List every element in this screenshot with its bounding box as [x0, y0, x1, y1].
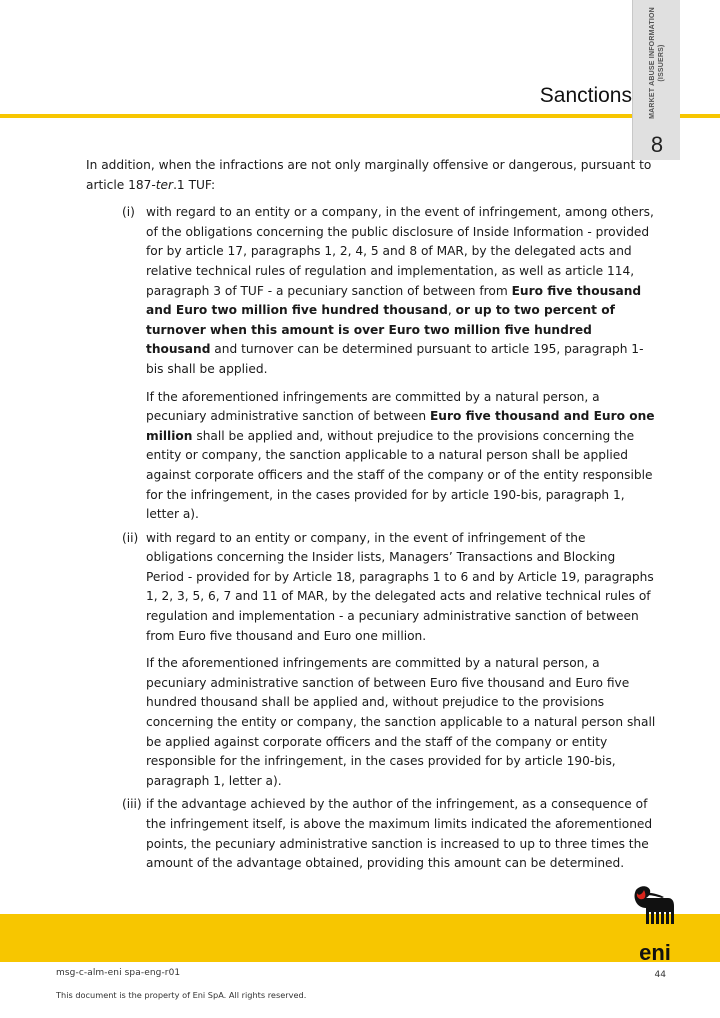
paragraph: if the advantage achieved by the author of the infringement, as a consequence of the infringement itself, is above the maximum limits indicated the aforementioned points, the pecuniary administrative sanction is increased to up to three times the amount of the advantage obtained, providing this amount can be determined.	[146, 797, 653, 871]
page-number: 44	[654, 970, 666, 980]
header-yellow-rule	[0, 114, 720, 118]
paragraph: If the aforementioned infringements are committed by a natural person, a pecuniary administrative sanction of between Euro five thousand and Euro one million shall be applied and, without prejudice to the provisions concerning the entity or company, the sanction applicable to a natural person shall be applied against corporate officers and the staff of the company or of the entity responsible for the infringement, in the cases provided for by article 190-bis, paragraph 1, letter a).	[146, 389, 655, 522]
paragraph: with regard to an entity or a company, in the event of infringement, among others, of the obligations concerning the public disclosure of Inside Information - provided for by article 17, paragraphs 1, 2, 4, 5 and 8 of MAR, by the delegated acts and relative technical rules of regulation and implementation, as well as article 114, paragraph 3 of TUF - a pecuniary sanction of between from Euro five thousand and Euro two million five hundred thousand, or up to two percent of turnover when this amount is over Euro two million five hundred thousand and turnover can be determined pursuant to article 195, paragraph 1-bis shall be applied.	[146, 205, 654, 376]
list-item-iii	[86, 795, 656, 873]
section-title: Sanctions	[539, 84, 632, 107]
list-item-label: (ii)	[122, 530, 139, 545]
list-item-ii	[86, 529, 656, 792]
eni-wordmark: eni	[639, 940, 671, 964]
rights-notice: This document is the property of Eni SpA. All rights reserved.	[56, 990, 307, 1000]
list-item-i	[86, 203, 656, 525]
chapter-number: 8	[650, 132, 664, 157]
document-body	[86, 156, 656, 878]
intro-paragraph: In addition, when the infractions are not only marginally offensive or dangerous, pursuant to article 187-ter.1 TUF:	[86, 158, 652, 192]
paragraph: with regard to an entity or company, in the event of infringement of the obligations concerning the Insider lists, Managers’ Transactions and Blocking Period - provided for by Article 18, paragraphs 1 to 6 and by Article 19, paragraphs 1, 2, 3, 5, 6, 7 and 11 of MAR, by the delegated acts and relative technical rules of regulation and implementation - a pecuniary administrative sanction of between from Euro five thousand and Euro one million.	[146, 530, 654, 643]
paragraph: If the aforementioned infringements are committed by a natural person, a pecuniary administrative sanction of between Euro five thousand and Euro five hundred thousand shall be applied and, without prejudice to the provisions concerning the entity or company, the sanction applicable to a natural person shall be applied against corporate officers and the staff of the company or entity responsible for the infringement, in the cases provided for by article 190-bis, paragraph 1, letter a).	[146, 656, 656, 788]
chapter-side-tab	[632, 0, 680, 160]
side-tab-label: MARKET ABUSE INFORMATION (ISSUERS)	[649, 6, 665, 119]
document-code: msg-c-alm-eni spa-eng-r01	[56, 968, 181, 978]
eni-logo	[624, 884, 686, 964]
list-item-label: (iii)	[122, 797, 142, 812]
footer-yellow-band	[0, 914, 720, 962]
list-item-label: (i)	[122, 205, 135, 220]
